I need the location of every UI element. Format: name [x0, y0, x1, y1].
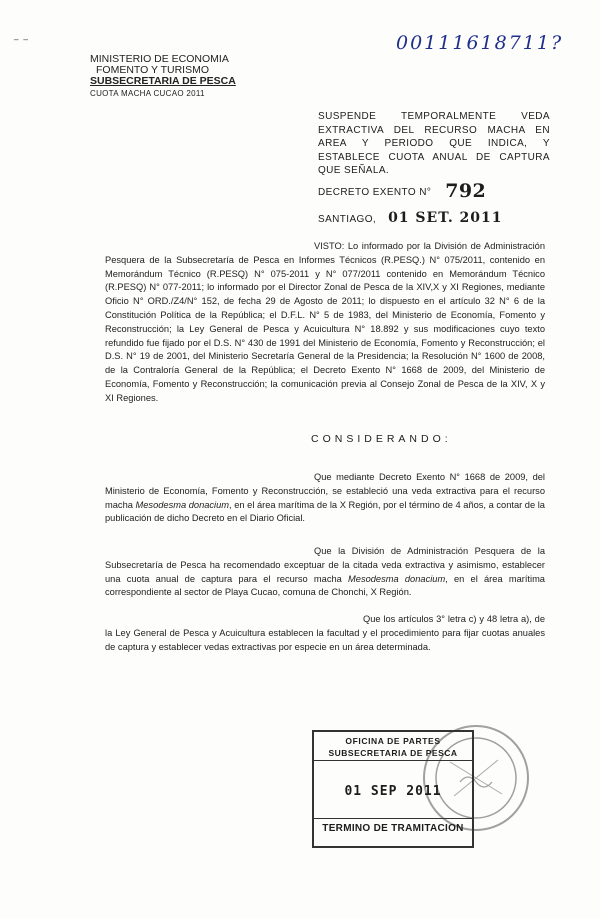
decree-number: 792 [445, 180, 487, 202]
considerando-paragraph-2 [105, 545, 545, 600]
considerando-paragraph-3: Que los artículos 3° letra c) y 48 letra a), de la Ley General de Pesca y Acuicultura establecen la facultad y el procedimiento para fijar cuotas anuales de captura y establecer vedas extractivas por especie en un área determinada. [105, 614, 545, 652]
decree-date: 01 SET. 2011 [388, 210, 503, 226]
ministry-line-4: CUOTA MACHA CUCAO 2011 [90, 89, 205, 98]
p1-text-b: , en el área marítima de la X Región, por el término de 4 años, a contar de la publicación de dicho Decreto en el Diario Oficial. [105, 499, 545, 524]
ministry-line-3: SUBSECRETARIA DE PESCA [90, 75, 236, 87]
decree-city: SANTIAGO, [318, 214, 377, 225]
ministry-line-1: MINISTERIO DE ECONOMIA [90, 53, 229, 65]
decree-summary: SUSPENDE TEMPORALMENTE VEDA EXTRACTIVA DEL RECURSO MACHA EN AREA Y PERIODO QUE INDICA, Y ESTABLECE CUOTA ANUAL DE CAPTURA QUE SEÑALA. [318, 111, 550, 176]
stamp-date: 01 SEP 2011 [344, 784, 442, 799]
considerando-paragraph-1 [105, 471, 545, 526]
handwritten-file-number: 00111618711? [396, 32, 564, 54]
stamp-office: OFICINA DE PARTES [345, 736, 441, 746]
p2-species: Mesodesma donacium [348, 573, 446, 584]
stamp-footer: TERMINO DE TRAMITACION [314, 818, 472, 834]
office-stamp [312, 730, 474, 848]
decree-number-line [318, 178, 486, 200]
decree-date-line [318, 210, 503, 226]
stamp-subsecretaria: SUBSECRETARIA DE PESCA [314, 748, 472, 761]
p1-text-a: Que mediante Decreto Exento N° 1668 de 2009, del Ministerio de Economía, Fomento y Reconstrucción, se estableció una veda extractiva para el recurso macha [105, 472, 545, 510]
ministry-line-2: FOMENTO Y TURISMO [96, 64, 209, 76]
visto-paragraph: VISTO: Lo informado por la División de Administración Pesquera de la Subsecretaría de Pesca en Informes Técnicos (R.PESQ.) N° 075/2011, contenido en Memorándum Técnico (R.PESQ) N° 075-2011 y N° 077/2011 contenido en Memorándum Técnico (R.PESQ) N° 077-2011; lo informado por el Director Zonal de Pesca de la XIV,X y XI Regiones, mediante Oficio N° ORD./Z4/N° 152, de fecha 29 de Agosto de 2011; lo dispuesto en el artículo 32 N° 6 de la Constitución Política de la República; el D.F.L. N° 5 de 1983, del Ministerio de Economía, Fomento y Reconstrucción; la Ley General de Pesca y Acuicultura N° 18.892 y sus modificaciones cuyo texto refundido fue fijado por el D.S. N° 430 de 1991 del Ministerio de Economía, Fomento y Reconstrucción; el D.S. N° 19 de 2001, del Ministerio Secretaría General de la Presidencia; la Resolución N° 1600 de 2008, de la Contraloría General de la República; el Decreto Exento N° 1668 de 2009, del Ministerio de Economía, Fomento y Reconstrucción; la comunicación previa al Consejo Zonal de Pesca de la XIV, X y XI Regiones. [105, 241, 545, 403]
corner-mark: _ _ [14, 31, 29, 41]
ministry-header [90, 54, 236, 99]
considerando-heading: CONSIDERANDO: [311, 433, 452, 445]
decree-label: DECRETO EXENTO N° [318, 187, 432, 198]
p2-text-a: Que la División de Administración Pesquera de la Subsecretaría de Pesca ha recomendado exceptuar de la citada veda extractiva y asimismo, establecer una cuota anual de captura para el recurso macha [105, 546, 545, 584]
p2-text-b: , en el área marítima correspondiente al sector de Playa Cucao, comuna de Chonchi, X Región. [105, 573, 545, 598]
p1-species: Mesodesma donacium [135, 499, 230, 510]
